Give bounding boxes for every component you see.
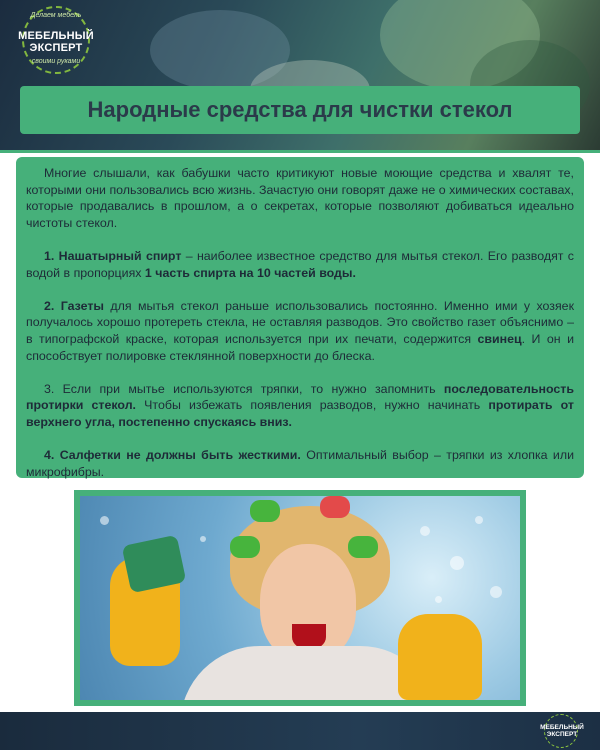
logo-tagline-bottom: своими руками [31, 58, 81, 65]
list-item: 1. Нашатырный спирт – наиболее известное средство для мытья стекол. Его разводят с водой в пропорциях 1 часть спирта на 10 частей воды. [26, 248, 574, 280]
woman-cleaning-glass-image [80, 496, 520, 700]
intro-paragraph: Многие слышали, как бабушки часто критикуют новые моющие средства и хвалят те, которыми они пользовались всю жизнь. Зачастую они говорят даже не о химических составах, которые продавались в прошлом, а о секретах, которые позволяют добиваться идеально чистоты стекол. [26, 166, 574, 230]
item-lead: 2. Газеты [44, 298, 105, 313]
list-item: 4. Салфетки не должны быть жесткими. Оптимальный выбор – тряпки из хлопка или микрофибры. [26, 448, 574, 479]
divider [0, 150, 600, 153]
footer-logo-name: МЕБЕЛЬНЫЙ ЭКСПЕРТ [540, 724, 584, 738]
list-item: 2. Газеты для мытья стекол раньше использовались постоянно. Именно ими у хозяек получалось хорошо протереть стекла, не оставляя разводов. Это свойство газет объяснимо – в типографской краске, которая используется при их печати, содержится свинец. И он и способствует полировке стеклянной поверхности до блеска. [26, 298, 574, 363]
article-text-card [16, 157, 584, 478]
list-item: 3. Если при мытье используются тряпки, то нужно запомнить последовательность протирки стекол. Чтобы избежать появления разводов, нужно начинать протирать от верхнего угла, постепенно спускаясь вниз. [26, 381, 574, 429]
footer [0, 712, 600, 750]
logo-name: МЕБЕЛЬНЫЙ ЭКСПЕРТ [18, 30, 94, 54]
item-lead: 4. Салфетки не должны быть жесткими. [44, 448, 301, 463]
item-lead: 1. Нашатырный спирт [44, 248, 182, 263]
footer-logo[interactable] [532, 714, 592, 748]
page-title: Народные средства для чистки стекол [87, 97, 513, 122]
brand-logo[interactable] [8, 6, 104, 80]
logo-tagline-top: Делаем мебель [30, 12, 82, 19]
photo-frame [74, 490, 526, 706]
title-banner [20, 86, 580, 134]
